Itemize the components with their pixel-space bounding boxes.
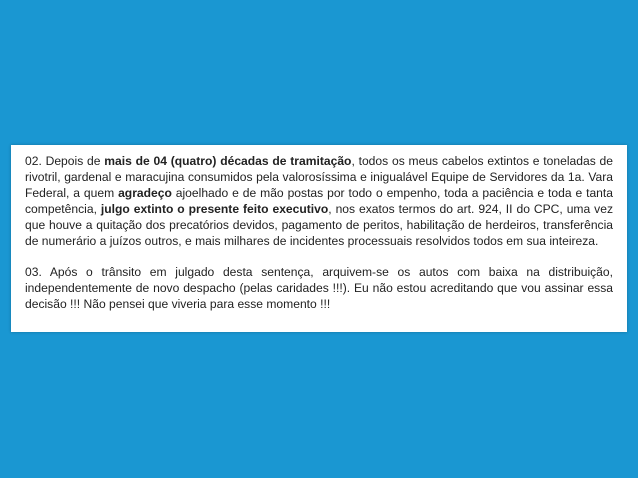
paragraph-02-text-2: , todos os meus cabelos extintos e toneladas de rivotril, gardenal e maracujina consumidos pela valorosíssima e inigualável Equipe de Servidores da 1a. Vara Federal, a quem xyxy=(25,154,613,200)
paragraph-02-text-3: ajoelhado e de mão postas por todo o empenho, toda a paciência e toda e tanta competência, xyxy=(25,186,613,216)
document-excerpt-card xyxy=(11,145,627,332)
paragraph-02-bold-2: agradeço xyxy=(118,186,172,200)
paragraph-03: 03. Após o trânsito em julgado desta sentença, arquivem-se os autos com baixa na distribuição, independentemente de novo despacho (pelas caridades !!!). Eu não estou acreditando que vou assinar essa decisão !!! Não pensei que viveria para esse momento !!! xyxy=(25,265,613,311)
paragraph-02-bold-1: mais de 04 (quatro) décadas de tramitação xyxy=(104,154,352,168)
paragraph-02 xyxy=(25,153,613,249)
paragraph-02-text-1: 02. Depois de xyxy=(25,154,105,168)
paragraph-02-text-4: , nos exatos termos do art. 924, II do CPC, uma vez que houve a quitação dos precatórios devidos, pagamento de peritos, habilitação de herdeiros, transferência de numerário a juízos outros, e mais milhares de incidentes processuais resolvidos todos em sua inteireza. xyxy=(25,202,613,248)
paragraph-02-bold-3: julgo extinto o presente feito executivo xyxy=(100,202,329,216)
